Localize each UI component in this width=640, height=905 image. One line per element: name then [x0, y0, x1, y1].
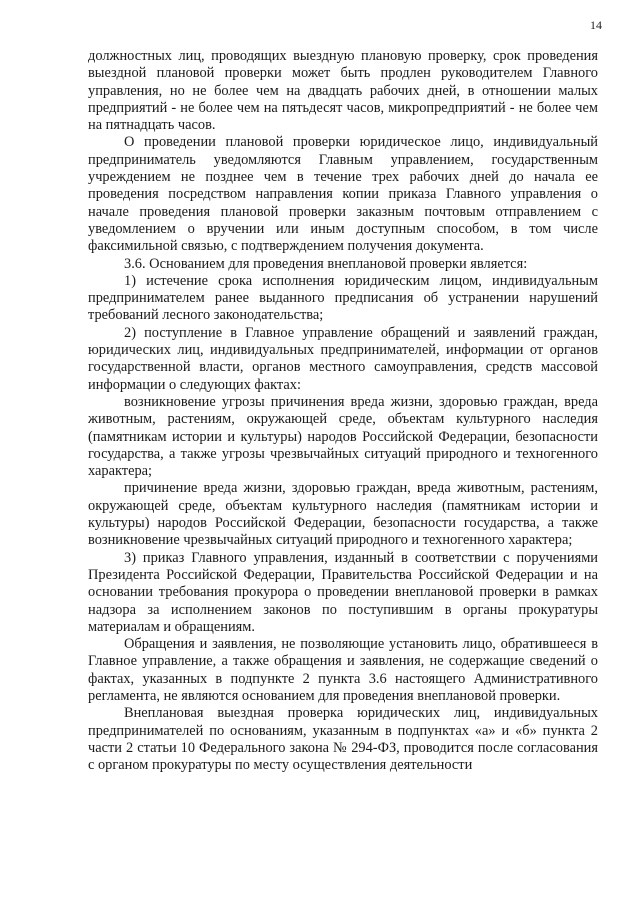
paragraph-continuation: должностных лиц, проводящих выездную плановую проверку, срок проведения выездной плановой проверки может быть продлен руководителем Главного управления, но не более чем на двадцать рабочих дней, в отношении малых предприятий - не более чем на пятьдесят часов, микропредприятий - не более чем на пятнадцать часов.: [88, 48, 598, 134]
page-number: 14: [590, 18, 602, 32]
paragraph-item-2: 2) поступление в Главное управление обращений и заявлений граждан, юридических лиц, индивидуальных предпринимателей, информации от органов государственной власти, органов местного самоуправления, средств массовой информации о следующих фактах:: [88, 324, 598, 393]
paragraph-harm: причинение вреда жизни, здоровью граждан, вреда животным, растениям, окружающей среде, объектам культурного наследия (памятникам истории и культуры) народов Российской Федерации, безопасности государства, а также возникновение чрезвычайных ситуаций природного и техногенного характера;: [88, 480, 598, 549]
paragraph-section-3-6: 3.6. Основанием для проведения внеплановой проверки является:: [124, 255, 528, 272]
paragraph-anonymous-appeals: Обращения и заявления, не позволяющие установить лицо, обратившееся в Главное управление, а также обращения и заявления, не содержащие сведений о фактах, указанных в подпункте 2 пункта 3.6 настоящего Административного регламента, не являются основанием для проведения внеплановой проверки.: [88, 636, 598, 704]
paragraph-unscheduled-inspection: Внеплановая выездная проверка юридических лиц, индивидуальных предпринимателей по основаниям, указанным в подпунктах «а» и «б» пункта 2 части 2 статьи 10 Федерального закона № 294-ФЗ, проводится после согласования с органом прокуратуры по месту осуществления деятельности: [88, 705, 598, 774]
document-body: [88, 48, 598, 774]
paragraph-item-1: 1) истечение срока исполнения юридическим лицом, индивидуальным предпринимателем ранее выданного предписания об устранении нарушений требований лесного законодательства;: [88, 272, 598, 324]
paragraph-threat: возникновение угрозы причинения вреда жизни, здоровью граждан, вреда животным, растениям, окружающей среде, объектам культурного наследия (памятникам истории и культуры) народов Российской Федерации, безопасности государства, а также угрозы чрезвычайных ситуаций природного и техногенного характера;: [88, 393, 598, 480]
paragraph-notification: О проведении плановой проверки юридическое лицо, индивидуальный предприниматель уведомляются Главным управлением, государственным учреждением не позднее чем в течение трех рабочих дней до начала ее проведения посредством направления копии приказа Главного управления о начале проведения плановой проверки заказным почтовым отправлением с уведомлением о вручении или иным доступным способом, в том числе факсимильной связью, с подтверждением получения документа.: [88, 134, 598, 255]
paragraph-item-3: 3) приказ Главного управления, изданный в соответствии с поручениями Президента Российской Федерации, Правительства Российской Федерации и на основании требования прокурора о проведении внеплановой проверки в рамках надзора за исполнением законов по поступившим в органы прокуратуры материалам и обращениям.: [88, 549, 598, 635]
